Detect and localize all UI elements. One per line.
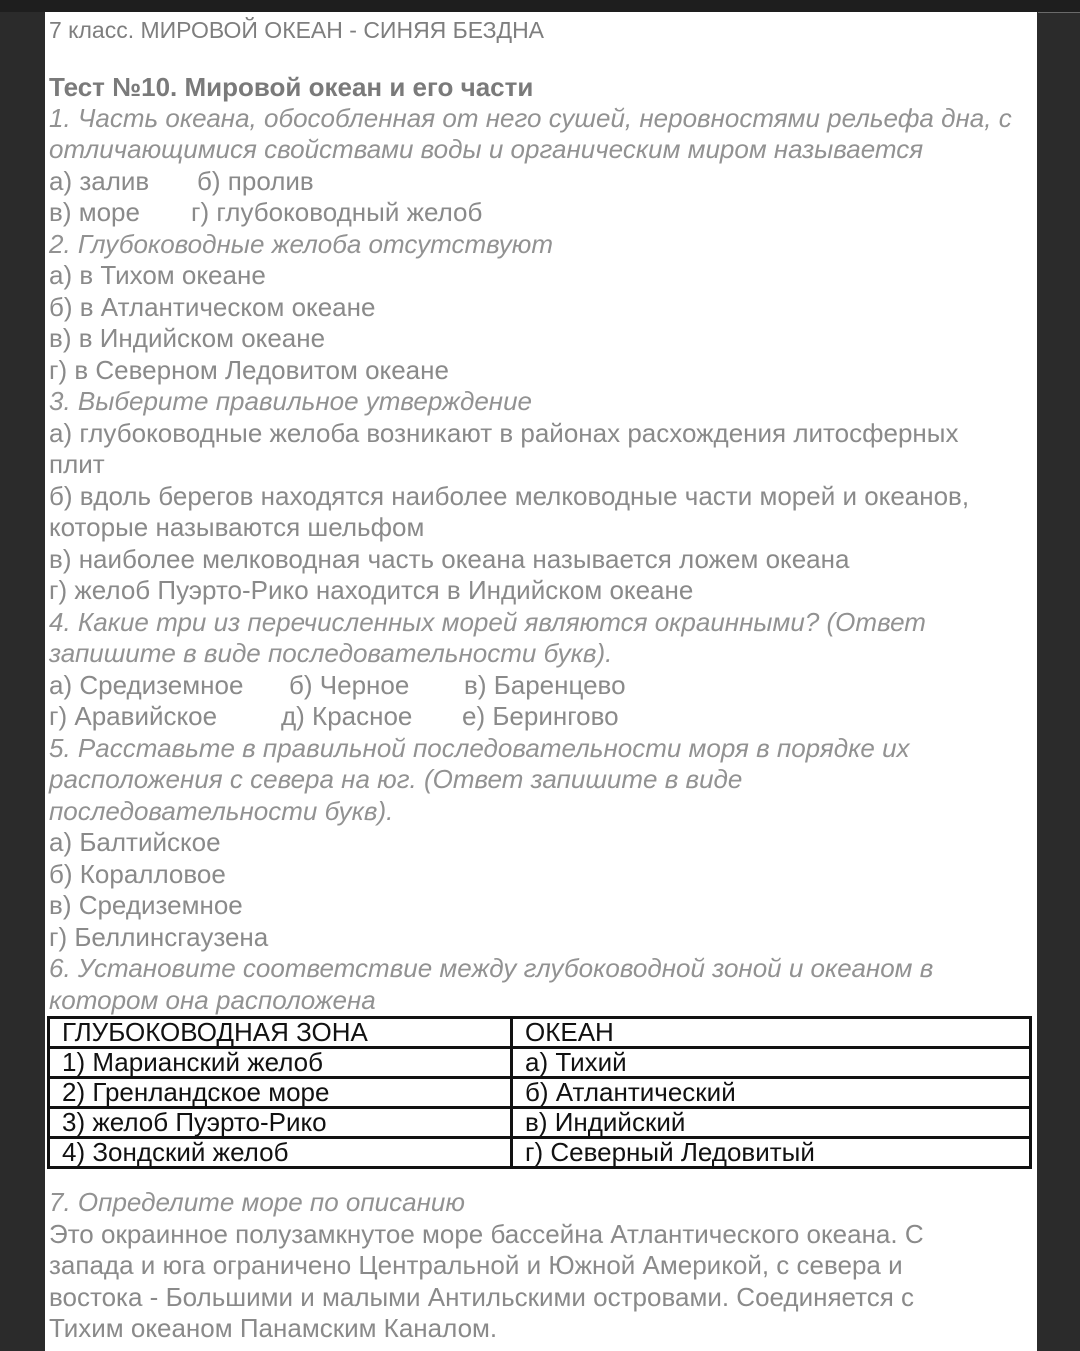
question-1-text: 1. Часть океана, обособленная от него сушей, неровностями рельефа дна, с [49, 103, 1012, 133]
question-7-description: Тихим океаном Панамским Каналом. [49, 1313, 498, 1343]
question-2-option: а) в Тихом океане [49, 260, 266, 290]
question-7-description: Это окраинное полузамкнутое море бассейна Атлантического океана. С [49, 1219, 924, 1249]
table-cell: 4) Зондский желоб [49, 1138, 512, 1168]
question-5-text: 5. Расставьте в правильной последовательности моря в порядке их [49, 733, 910, 763]
test-title: Тест №10. Мировой океан и его части [49, 72, 534, 102]
top-bar [0, 0, 1080, 12]
question-2-option: г) в Северном Ледовитом океане [49, 355, 449, 385]
question-2-option: в) в Индийском океане [49, 323, 326, 353]
question-4-options-row [49, 701, 619, 732]
table-cell: б) Атлантический [512, 1078, 1031, 1108]
matching-table [47, 1016, 1032, 1169]
question-1-text: отличающимися свойствами воды и органическим миром называется [49, 134, 924, 164]
question-5-option: а) Балтийское [49, 827, 221, 857]
question-7-description: востока - Большими и малыми Антильскими островами. Соединяется с [49, 1282, 915, 1312]
question-3-option: которые называются шельфом [49, 512, 425, 542]
question-5-text: расположения с севера на юг. (Ответ запишите в виде [49, 764, 743, 794]
table-cell: 3) желоб Пуэрто-Рико [49, 1108, 512, 1138]
question-4-options-row [49, 670, 626, 701]
question-7-description: запада и юга ограничено Центральной и Южной Америкой, с севера и [49, 1250, 903, 1280]
table-cell: в) Индийский [512, 1108, 1031, 1138]
table-header-row [49, 1018, 1031, 1048]
document-page [45, 12, 1037, 1351]
option: б) Черное [289, 670, 410, 700]
question-3-option: плит [49, 449, 105, 479]
question-1-options-row [49, 166, 314, 197]
option: г) Аравийское [49, 701, 218, 731]
table-row [49, 1078, 1031, 1108]
option: б) пролив [197, 166, 314, 196]
question-4-text: запишите в виде последовательности букв). [49, 638, 613, 668]
option: е) Берингово [462, 701, 619, 731]
table-row [49, 1108, 1031, 1138]
table-header-cell: ГЛУБОКОВОДНАЯ ЗОНА [49, 1018, 512, 1048]
table-cell: г) Северный Ледовитый [512, 1138, 1031, 1168]
top-bar-corner [1038, 0, 1080, 13]
question-5-option: в) Средиземное [49, 890, 243, 920]
question-5-option: б) Коралловое [49, 859, 226, 889]
question-3-option: в) наиболее мелководная часть океана называется ложем океана [49, 544, 850, 574]
table-row [49, 1048, 1031, 1078]
option: в) море [49, 197, 140, 227]
question-3-option: г) желоб Пуэрто-Рико находится в Индийском океане [49, 575, 694, 605]
question-5-text: последовательности букв). [49, 796, 394, 826]
table-cell: 1) Марианский желоб [49, 1048, 512, 1078]
document-header: 7 класс. МИРОВОЙ ОКЕАН - СИНЯЯ БЕЗДНА [49, 17, 545, 43]
question-6-text: 6. Установите соответствие между глубоководной зоной и океаном в [49, 953, 934, 983]
question-2-option: б) в Атлантическом океане [49, 292, 376, 322]
question-4-text: 4. Какие три из перечисленных морей являются окраинными? (Ответ [49, 607, 926, 637]
option: г) глубоководный желоб [191, 197, 483, 227]
table-header-cell: ОКЕАН [512, 1018, 1031, 1048]
question-5-option: г) Беллинсгаузена [49, 922, 269, 952]
option: в) Баренцево [464, 670, 626, 700]
question-3-option: б) вдоль берегов находятся наиболее мелководные части морей и океанов, [49, 481, 970, 511]
table-cell: а) Тихий [512, 1048, 1031, 1078]
option: д) Красное [281, 701, 413, 731]
question-6-text: котором она расположена [49, 985, 376, 1015]
table-cell: 2) Гренландское море [49, 1078, 512, 1108]
table-row [49, 1138, 1031, 1168]
question-1-options-row [49, 197, 482, 228]
question-3-option: а) глубоководные желоба возникают в районах расхождения литосферных [49, 418, 959, 448]
question-2-text: 2. Глубоководные желоба отсутствуют [49, 229, 554, 259]
question-3-text: 3. Выберите правильное утверждение [49, 386, 533, 416]
question-7-text: 7. Определите море по описанию [49, 1187, 465, 1217]
option: а) Средиземное [49, 670, 244, 700]
option: а) залив [49, 166, 150, 196]
